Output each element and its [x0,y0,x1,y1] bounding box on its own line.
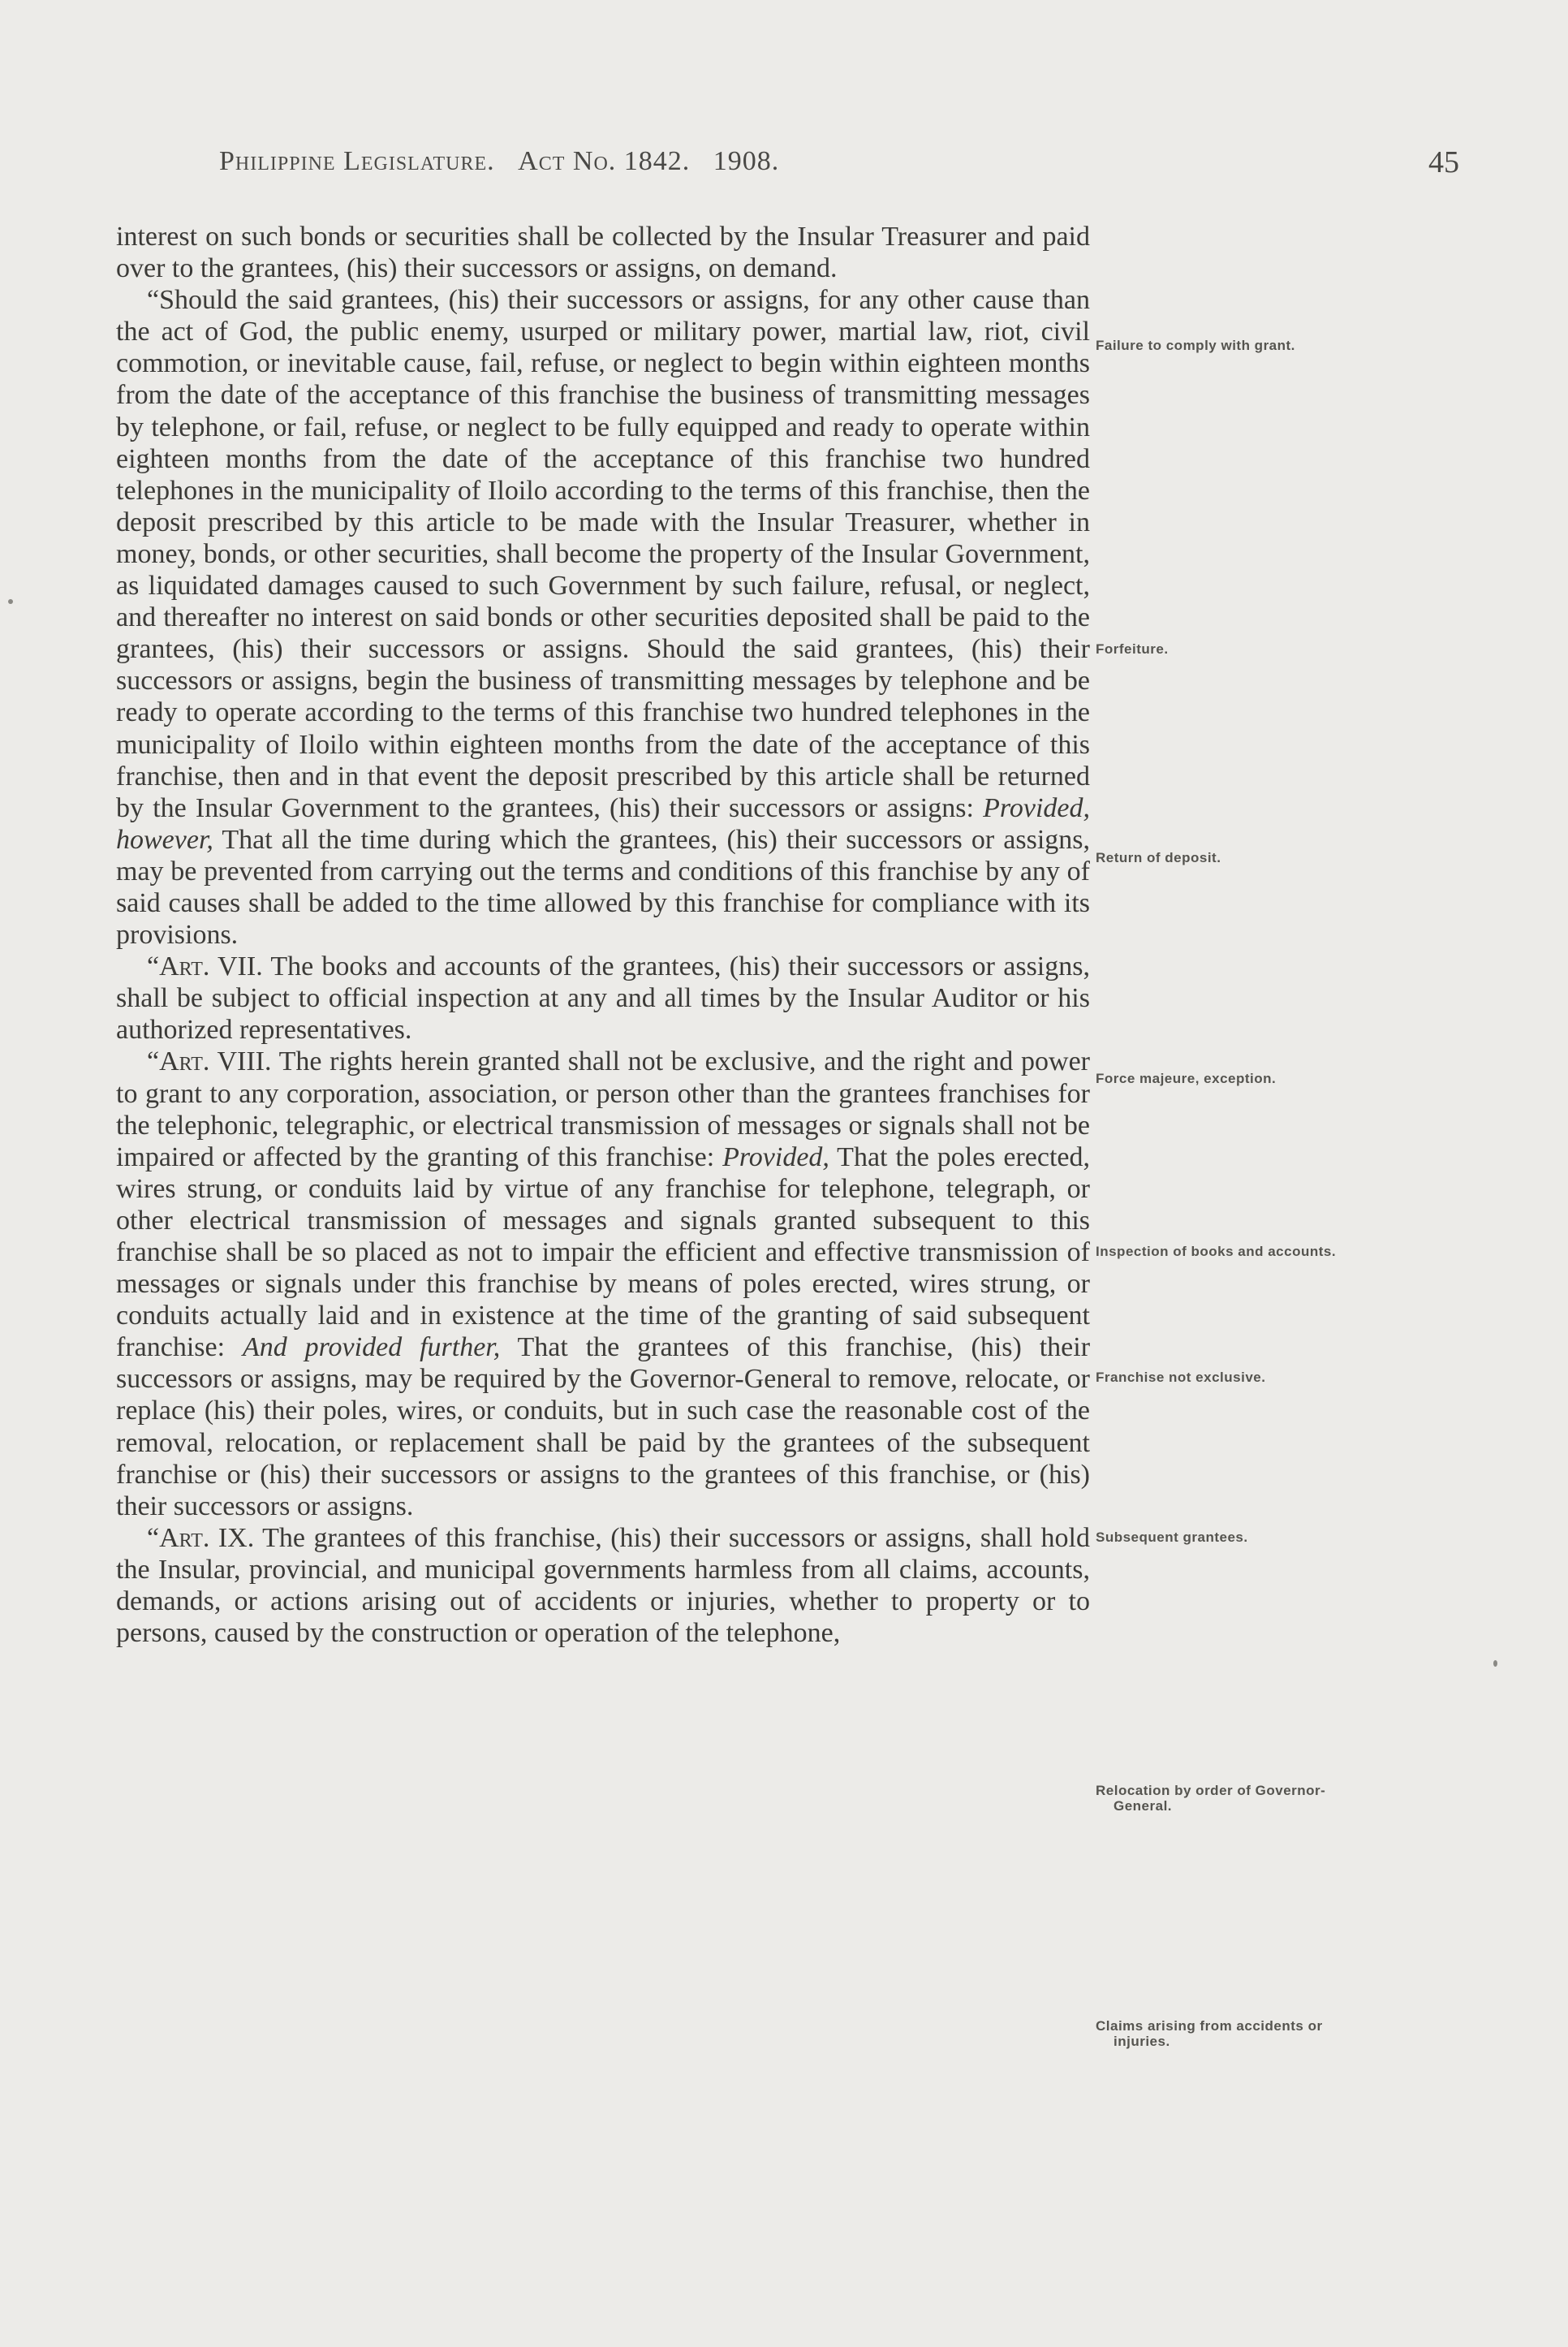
proviso: Provided, however, [116,792,1090,855]
article-heading: “Art. VII. [147,951,263,982]
margin-note-force-majeure: Force majeure, exception. [1096,1071,1277,1086]
paragraph-text: That the grantees of this franchise, (his) their successors or assigns, may be required by the Governor-General to remove, relocate, or replace (his) their poles, wires, or conduits, but in such case the reasonable cost of the removal, relocation, or replacement shall be paid by the grantees of the subsequent franchise or (his) their successors or assigns to the grantees of this franchise, or (his) their successors or assigns. [116,1332,1091,1521]
margin-note-claims: Claims arising from accidents or injuries. [1096,2018,1323,2049]
paragraph-text: That the poles erected, wires strung, or conduits laid by virtue of any franchise for telephone, telegraph, or other electrical transmission of messages and signals granted subsequent to this franchise shall be so placed as not to impair the efficient and effective transmission of messages or signals under this franchise by means of poles erected, wires strung, or conduits actually laid and in existence at the time of the granting of said subsequent franchise: [116,1141,1090,1363]
margin-note-failure-to-comply: Failure to comply with grant. [1096,338,1295,353]
paragraph-text: “Should the said grantees, (his) their successors or assigns, for any other cause than the act of God, the public enemy, usurped or military power, martial law, riot, civil commotion, or inevitable cause, fail, refuse, or neglect to begin within eighteen months from the date of the acceptance of this franchise the business of transmitting messages by telephone, or fail, refuse, or neglect to be fully equipped and ready to operate within eighteen months from the date of the acceptance of this franchise two hundred telephones in the municipality of Iloilo according to the terms of this franchise, then the deposit prescribed by this article to be made with the Insular Treasurer, whether in money, bonds, or other securities, shall become the property of the Insular Government, as liquidated damages caused to such Government by such failure, refusal, or neglect, and thereafter no interest on said bonds or other securities deposited shall be paid to the grantees, (his) their successors or assigns. Should the said grantees, (his) their successors or assigns, begin the business of transmitting messages by telephone and be ready to operate according to the terms of this franchise two hundred telephones in the municipality of Iloilo within eighteen months from the date of the acceptance of this franchise, then and in that event the deposit prescribed by this article shall be returned by the Insular Government to the grantees, (his) their successors or assigns: [116,285,1090,823]
scan-speck [1493,1660,1497,1667]
paragraph-text: interest on such bonds or securities shall be collected by the Insular Treasurer and paid over to the grantees, (his) their successors or assigns, on demand. [116,222,1090,284]
paragraph-deposit-forfeiture [116,284,1090,951]
paragraph-text: The books and accounts of the grantees, (his) their successors or assigns, shall be subject to official inspection at any and all times by the Insular Auditor or his authorized representatives. [116,951,1090,1046]
margin-note-subsequent-grantees: Subsequent grantees. [1096,1529,1248,1545]
body-text [116,221,1090,1649]
article-heading: “Art. VIII. [147,1046,272,1077]
paragraph-continuation [116,221,1090,284]
margin-note-not-exclusive: Franchise not exclusive. [1096,1370,1266,1385]
paragraph-article-viii [116,1046,1090,1521]
header-year: 1908. [713,146,780,176]
paragraph-text: The grantees of this franchise, (his) their successors or assigns, shall hold the Insular, provincial, and municipal governments harmless from all claims, accounts, demands, or actions arising out of accidents or injuries, whether to property or to persons, caused by the construction or operation of the telephone, [116,1522,1090,1649]
margin-note-inspection: Inspection of books and accounts. [1096,1244,1337,1259]
header-title: Philippine Legislature. [219,146,495,176]
paragraph-text: The rights herein granted shall not be exclusive, and the right and power to grant to any corporation, association, or person other than the grantees franchises for the telephonic, telegraphic, or electrical transmission of messages or signals shall not be impaired or affected by the granting of this franchise: [116,1046,1090,1172]
margin-note-forfeiture: Forfeiture. [1096,641,1169,657]
proviso: And provided further, [242,1332,501,1363]
scan-speck [8,599,13,604]
page-number: 45 [1428,145,1459,179]
paragraph-article-ix [116,1522,1090,1649]
article-heading: “Art. IX. [147,1522,255,1553]
paragraph-article-vii [116,951,1090,1046]
proviso: Provided, [722,1141,829,1172]
margin-note-relocation: Relocation by order of Governor-General. [1096,1783,1326,1814]
header-act: Act No. 1842. [518,146,691,176]
margin-note-return-of-deposit: Return of deposit. [1096,850,1221,865]
paragraph-text: That all the time during which the grantees, (his) their successors or assigns, may be prevented from carrying out the terms and conditions of this franchise by any of said causes shall be added to the time allowed by this franchise for compliance with its provisions. [116,824,1090,951]
running-header [219,146,779,177]
